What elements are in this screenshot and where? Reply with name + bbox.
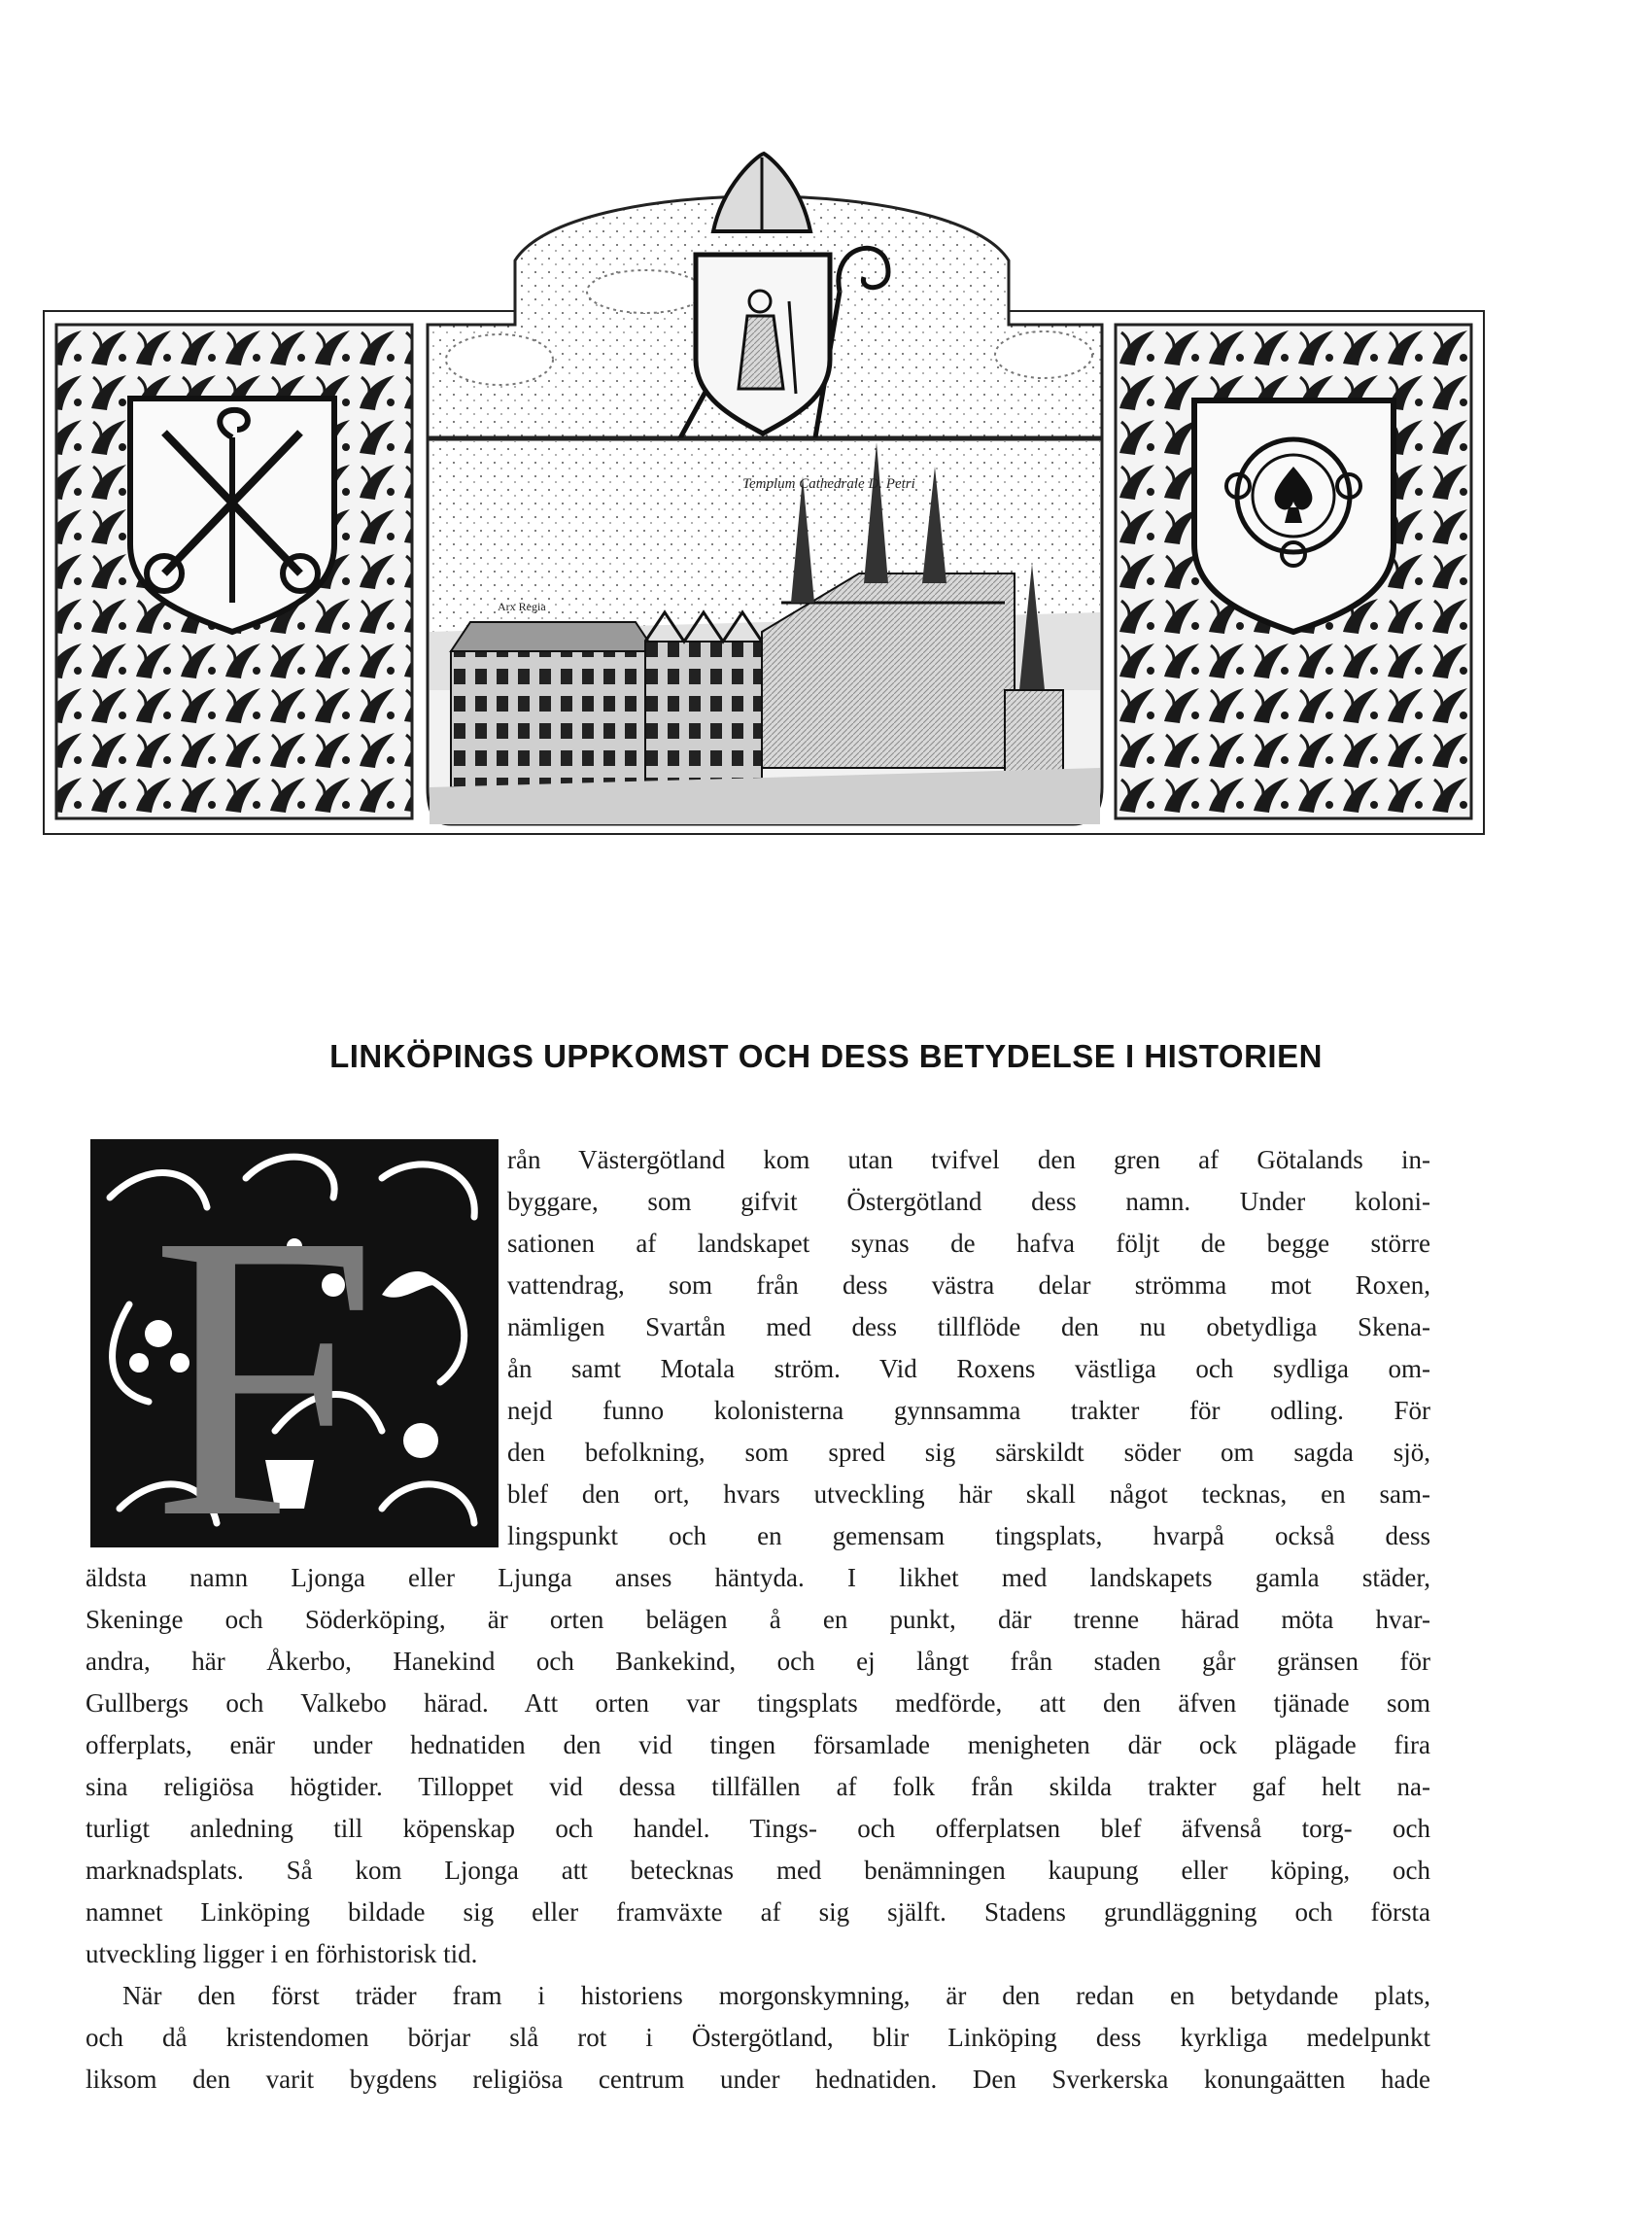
text-line: namnet Linköping bildade sig eller framväxte af sig själft. Stadens grundläggning och första bbox=[86, 1897, 1430, 1927]
page-title: LINKÖPINGS UPPKOMST OCH DESS BETYDELSE I HISTORIEN bbox=[329, 1038, 1323, 1074]
text-line: offerplats, enär under hednatiden den vid tingen församlade menigheten där ock plägade fira bbox=[86, 1730, 1430, 1759]
text-line: utveckling ligger i en förhistorisk tid. bbox=[86, 1939, 478, 1968]
left-caption: Arx Regia bbox=[498, 600, 546, 613]
text-line: ån samt Motala ström. Vid Roxens västliga och sydliga om- bbox=[507, 1354, 1430, 1383]
paragraph-2-line: När den först träder fram i historiens morgonskymning, är den redan en betydande plats, bbox=[122, 1981, 1430, 2010]
paragraph-2-line: liksom den varit bygdens religiösa centrum under hednatiden. Den Sverkerska konungaätten hade bbox=[86, 2065, 1430, 2094]
cathedral-engraving bbox=[428, 439, 1102, 824]
text-line: turligt anledning till köpenskap och handel. Tings- och offerplatsen blef äfvenså torg- och bbox=[86, 1814, 1430, 1843]
text-line: byggare, som gifvit Östergötland dess namn. Under koloni- bbox=[507, 1187, 1430, 1216]
text-line: Gullbergs och Valkebo härad. Att orten var tingsplats medförde, att den äfven tjänade som bbox=[86, 1688, 1430, 1718]
paragraph-2-line: och då kristendomen börjar slå rot i Östergötland, blir Linköping dess kyrkliga medelpunkt bbox=[86, 2023, 1430, 2052]
left-ornament-panel bbox=[56, 325, 412, 818]
text-line: sationen af landskapet synas de hafva följt de begge större bbox=[507, 1229, 1430, 1258]
text-line: lingspunkt och en gemensam tingsplats, hvarpå också dess bbox=[507, 1521, 1430, 1550]
paragraph-1-full-width bbox=[86, 1557, 1430, 2101]
text-line: andra, här Åkerbo, Hanekind och Bankekind, och ej långt från staden går gränsen för bbox=[86, 1647, 1430, 1676]
text-line: vattendrag, som från dess västra delar strömma mot Roxen, bbox=[507, 1270, 1430, 1300]
text-line: marknadsplats. Så kom Ljonga att betecknas med benämningen kaupung eller köping, och bbox=[86, 1856, 1430, 1885]
text-line: nejd funno kolonisterna gynnsamma trakter för odling. För bbox=[507, 1396, 1430, 1425]
paragraph-1-beside-dropcap bbox=[507, 1139, 1430, 1557]
banner-caption: Templum Cathedrale D. Petri bbox=[742, 476, 915, 492]
text-line: äldsta namn Ljonga eller Ljunga anses häntyda. I likhet med landskapets gamla städer, bbox=[86, 1563, 1430, 1592]
dropcap-letter: F bbox=[151, 1150, 378, 1547]
dropcap bbox=[90, 1139, 499, 1547]
text-line: nämligen Svartån med dess tillflöde den nu obetydliga Skena- bbox=[507, 1312, 1430, 1341]
text-line: Skeninge och Söderköping, är orten belägen å en punkt, där trenne härad möta hvar- bbox=[86, 1605, 1430, 1634]
text-line: sina religiösa högtider. Tilloppet vid dessa tillfällen af folk från skilda trakter gaf helt na- bbox=[86, 1772, 1430, 1801]
text-line: den befolkning, som spred sig särskildt söder om sagda sjö, bbox=[507, 1438, 1430, 1467]
text-line: blef den ort, hvars utveckling här skall något tecknas, en sam- bbox=[507, 1479, 1430, 1509]
text-line: rån Västergötland kom utan tvifvel den gren af Götalands in- bbox=[507, 1145, 1430, 1174]
header-illustration bbox=[43, 146, 1485, 836]
right-ornament-panel bbox=[1116, 325, 1471, 818]
